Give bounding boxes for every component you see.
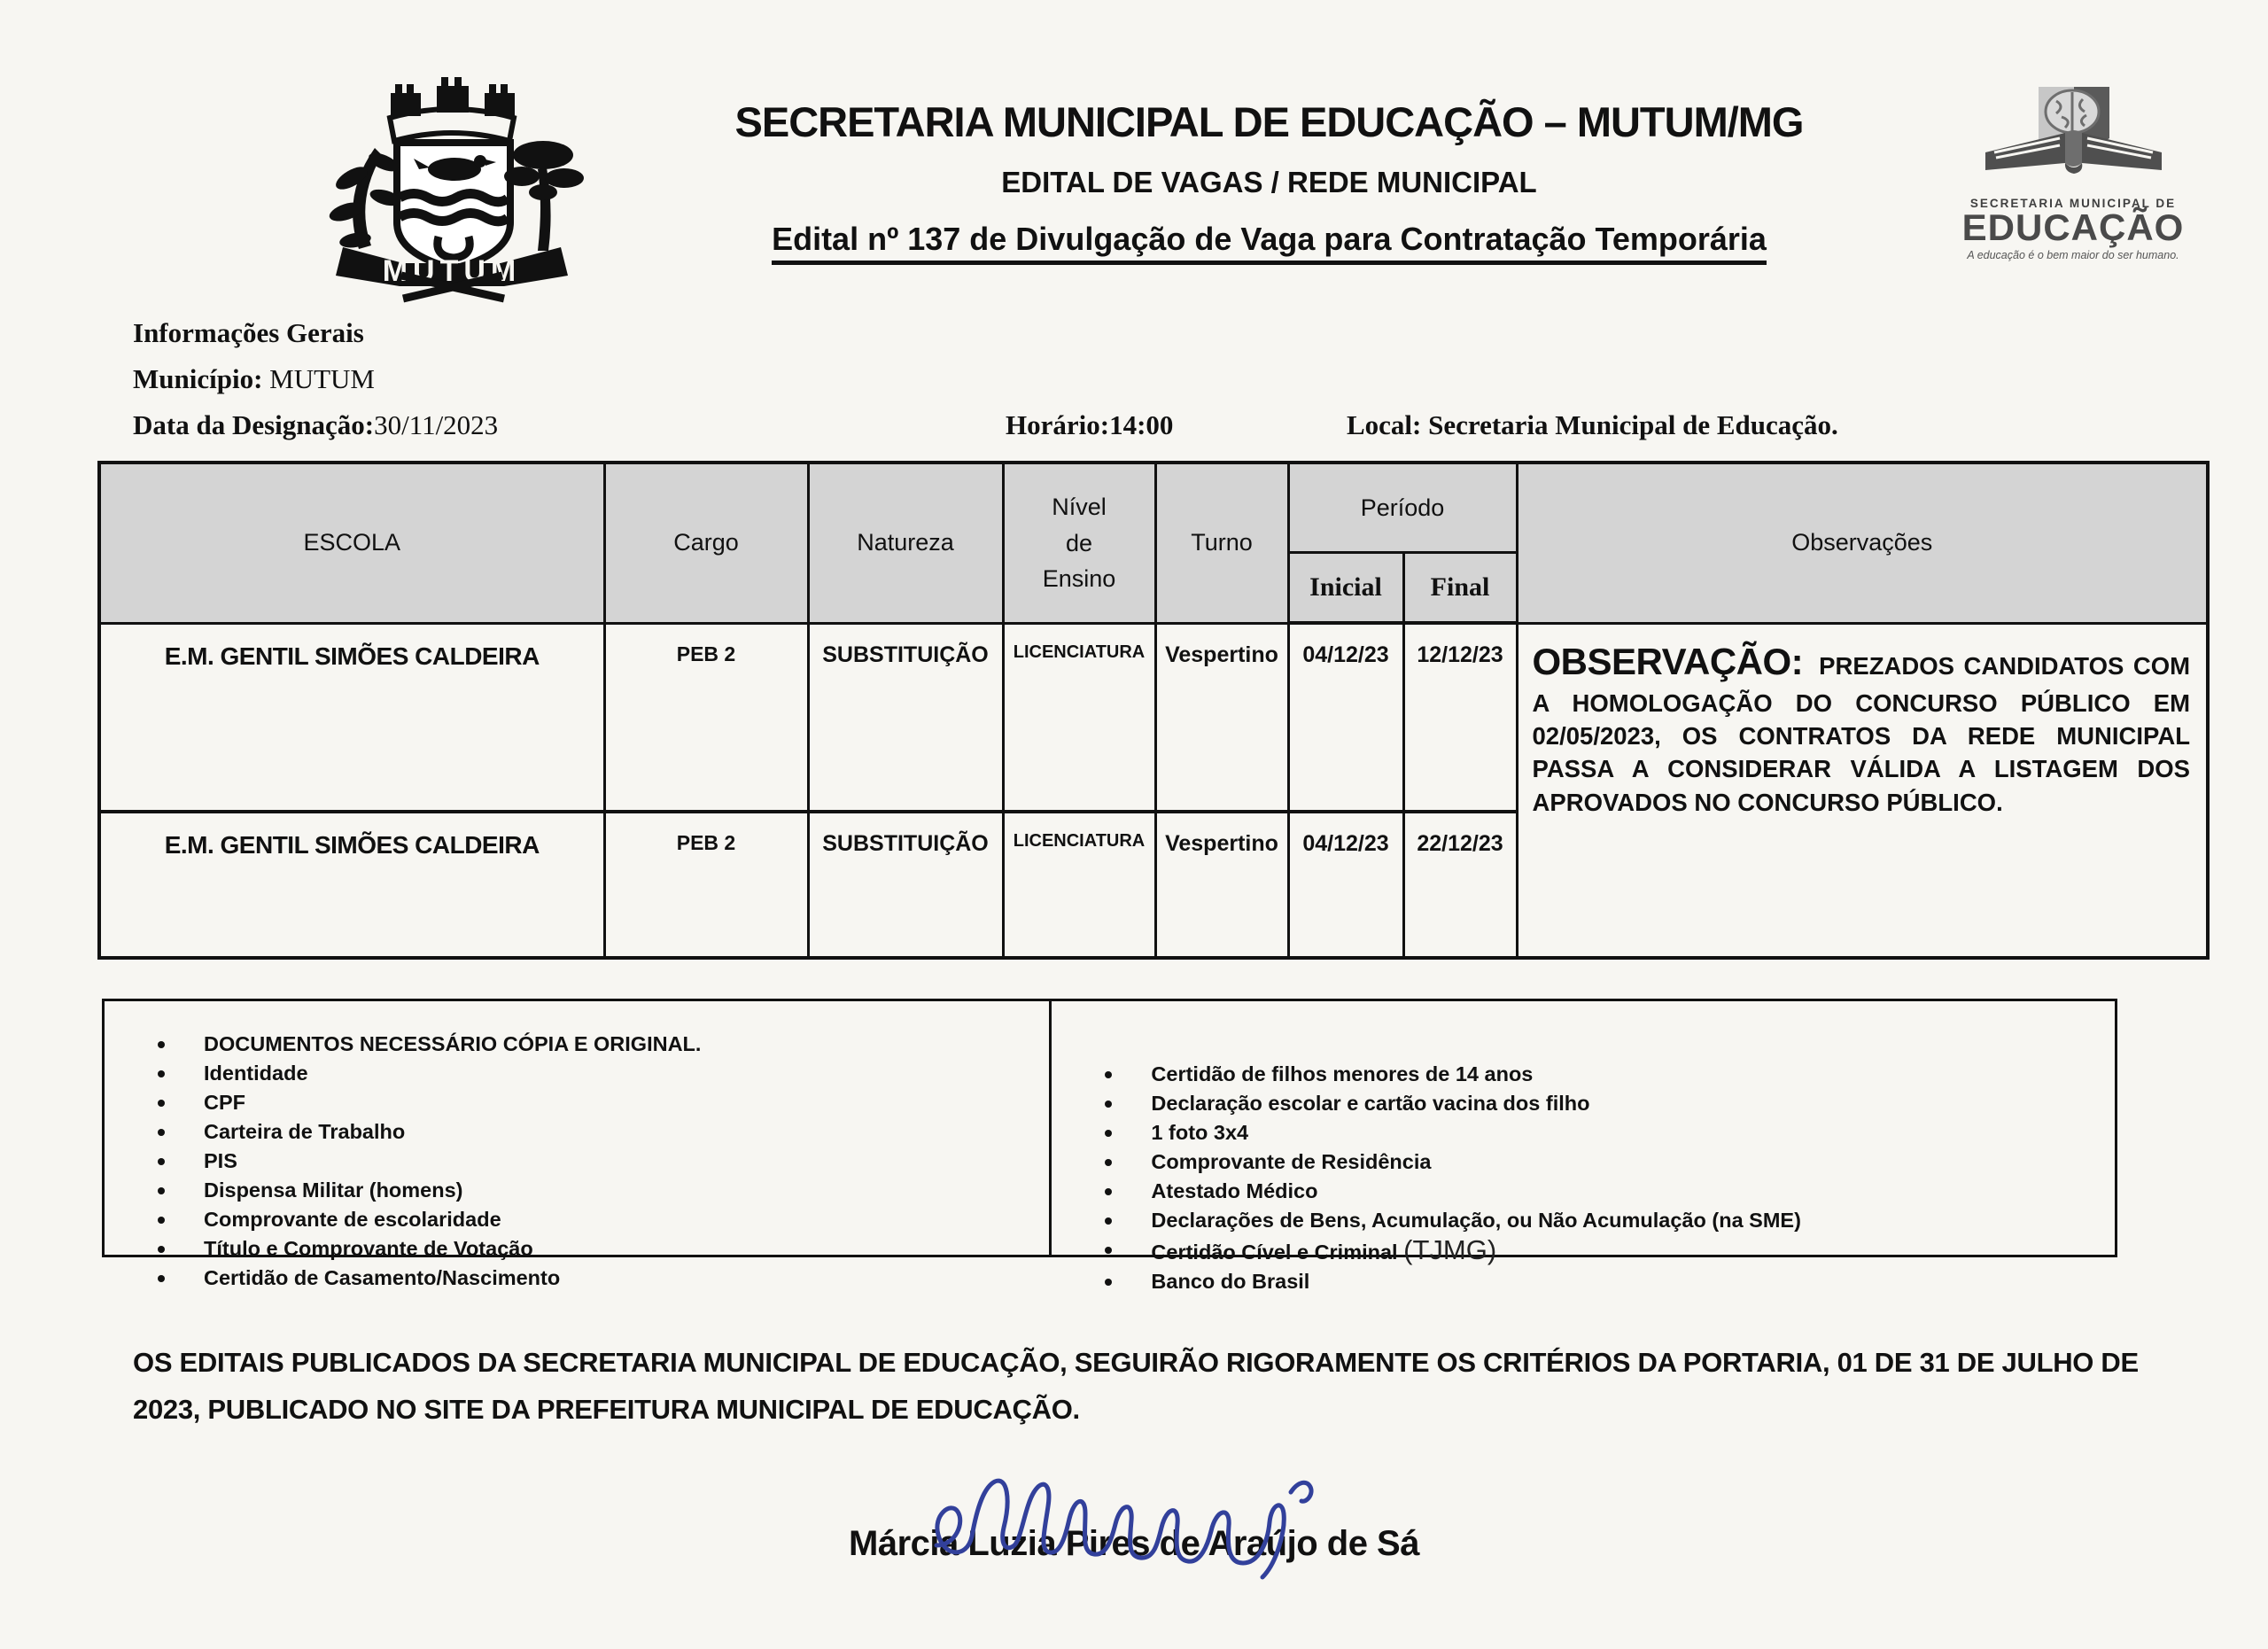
documents-column-left [105,1001,1049,1289]
cell-nivel: LICENCIATURA [1003,623,1155,812]
mutum-coat-of-arms-icon [306,62,598,303]
vacancy-table [97,461,2210,960]
cell-natureza: SUBSTITUIÇÃO [808,812,1003,958]
horario-label: Horário: [1006,409,1110,440]
cell-turno: Vespertino [1155,812,1288,958]
footer-paragraph: OS EDITAIS PUBLICADOS DA SECRETARIA MUNICIPAL DE EDUCAÇÃO, SEGUIRÃO RIGORAMENTE OS CRITÉRIOS DA PORTARIA, 01 DE 31 DE JULHO DE 2023, PUBLICADO NO SITE DA PREFEITURA MUNICIPAL DE EDUCAÇÃO. [133,1347,2139,1426]
document-item: Declarações de Bens, Acumulação, ou Não Acumulação (na SME) [1105,1206,2115,1235]
cell-nivel: LICENCIATURA [1003,812,1155,958]
local-label: Local: [1347,409,1422,440]
required-documents-box [102,999,2117,1293]
col-header-nivel: Nível de Ensino [1003,463,1155,623]
sme-logo [1940,71,2206,261]
document-item: Comprovante de escolaridade [158,1205,1049,1234]
observacao-cell [1517,623,2208,958]
documents-list-left [105,1030,1049,1293]
cell-inicial: 04/12/23 [1288,623,1403,812]
cell-final: 22/12/23 [1403,812,1517,958]
observacao-body: PREZADOS CANDIDATOS COM A HOMOLOGAÇÃO DO CONCURSO PÚBLICO EM 02/05/2023, OS CONTRATOS DA REDE MUNICIPAL PASSA A CONSIDERAR VÁLIDA A LISTAGEM DOS APROVADOS NO CONCURSO PÚBLICO. [1532,651,2191,816]
sme-logo-line2: EDUCAÇÃO [1961,206,2185,248]
signer-name: Márcia Luzia Pires de Araújo de Sá [849,1523,1419,1563]
document-item: Certidão Cível e Criminal (TJMG) [1105,1235,2115,1267]
col-header-observacoes: Observações [1517,463,2208,623]
col-header-cargo: Cargo [604,463,808,623]
document-item: Declaração escolar e cartão vacina dos filho [1105,1089,2115,1118]
document-item: PIS [158,1147,1049,1176]
document-item: Certidão de filhos menores de 14 anos [1105,1060,2115,1089]
document-item: Banco do Brasil [1105,1267,2115,1296]
designacao-line [133,409,2268,448]
cell-final: 12/12/23 [1403,623,1517,812]
info-heading: Informações Gerais [133,317,364,348]
documents-list-right [1052,1060,2115,1296]
municipio-label: Município: [133,363,263,394]
document-item: Dispensa Militar (homens) [158,1176,1049,1205]
cell-cargo: PEB 2 [604,812,808,958]
general-info-section [133,317,2268,448]
col-header-inicial: Inicial [1288,553,1403,624]
page-title: SECRETARIA MUNICIPAL DE EDUCAÇÃO – MUTUM/MG [734,98,1804,145]
edital-number-line: Edital nº 137 de Divulgação de Vaga para Contratação Temporária [772,221,1767,265]
data-designacao-label: Data da Designação: [133,409,375,440]
observacao-title: OBSERVAÇÃO: [1532,640,1804,682]
document-item: Atestado Médico [1105,1177,2115,1206]
municipio-line [133,363,2268,402]
document-item: Certidão de Casamento/Nascimento [158,1264,1049,1293]
col-header-natureza: Natureza [808,463,1003,623]
document-item: CPF [158,1088,1049,1117]
document-item: 1 foto 3x4 [1105,1118,2115,1147]
education-book-brain-icon [1969,71,2178,195]
col-header-turno: Turno [1155,463,1288,623]
local-field [1347,409,1838,441]
document-header [0,0,2268,303]
col-header-periodo: Período [1288,463,1517,553]
documents-column-right [1049,1001,2115,1293]
cell-escola: E.M. GENTIL SIMÕES CALDEIRA [99,623,604,812]
header-titles [598,62,1940,265]
cell-inicial: 04/12/23 [1288,812,1403,958]
handwritten-signature-icon [926,1460,1342,1593]
cell-cargo: PEB 2 [604,623,808,812]
cell-turno: Vespertino [1155,623,1288,812]
document-item: DOCUMENTOS NECESSÁRIO CÓPIA E ORIGINAL. [158,1030,1049,1059]
page-subtitle: EDITAL DE VAGAS / REDE MUNICIPAL [1001,166,1537,198]
horario-field [1006,409,1173,441]
cell-natureza: SUBSTITUIÇÃO [808,623,1003,812]
cell-escola: E.M. GENTIL SIMÕES CALDEIRA [99,812,604,958]
data-designacao-value: 30/11/2023 [374,409,499,440]
municipio-value: MUTUM [269,363,375,394]
col-header-escola: ESCOLA [99,463,604,623]
sme-logo-tagline: A educação é o bem maior do ser humano. [1967,248,2179,261]
signature-block [0,1460,2268,1564]
document-item: Comprovante de Residência [1105,1147,2115,1177]
crest-banner-text: MUTUM [382,254,522,288]
document-item: Carteira de Trabalho [158,1117,1049,1147]
horario-value: 14:00 [1109,409,1174,440]
vacancy-row [99,623,2208,812]
col-header-final: Final [1403,553,1517,624]
document-item: Título e Comprovante de Votação [158,1234,1049,1264]
document-item: Identidade [158,1059,1049,1088]
local-value: Secretaria Municipal de Educação. [1428,409,1838,440]
sme-logo-line1: SECRETARIA MUNICIPAL DE [1969,197,2177,210]
